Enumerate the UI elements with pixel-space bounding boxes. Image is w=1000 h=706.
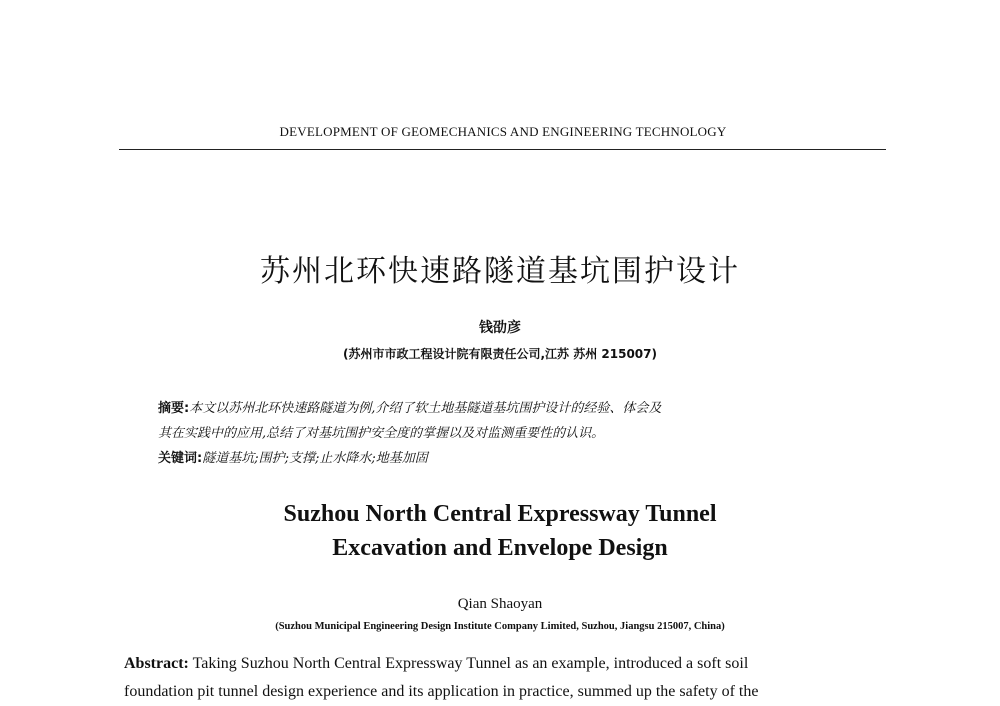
chinese-keywords-text: 隧道基坑;围护;支撑;止水降水;地基加固 — [202, 451, 428, 466]
english-title-line-2: Excavation and Envelope Design — [332, 535, 668, 561]
english-abstract-line-1 — [124, 650, 888, 678]
english-title-line-1: Suzhou North Central Expressway Tunnel — [283, 501, 717, 527]
chinese-keywords — [158, 446, 858, 471]
english-author: Qian Shaoyan — [457, 596, 543, 612]
chinese-abstract-text-1: 本文以苏州北环快速路隧道为例,介绍了软土地基隧道基坑围护设计的经验、体会及 — [189, 401, 662, 416]
english-abstract-text-1: Taking Suzhou North Central Expressway Tunnel as an example, introduced a soft soil — [192, 655, 749, 672]
chinese-abstract-label: 摘要: — [158, 401, 190, 416]
chinese-abstract-line-1 — [158, 396, 858, 421]
running-head: DEVELOPMENT OF GEOMECHANICS AND ENGINEERING TECHNOLOGY — [279, 124, 727, 139]
chinese-title: 苏州北环快速路隧道基坑围护设计 — [260, 254, 740, 289]
header-rule — [119, 149, 886, 150]
english-title — [0, 497, 1000, 565]
chinese-affiliation: (苏州市市政工程设计院有限责任公司,江苏 苏州 215007) — [343, 347, 657, 361]
chinese-keywords-label: 关键词: — [158, 451, 203, 466]
chinese-author: 钱劭彦 — [479, 320, 521, 336]
english-affiliation: (Suzhou Municipal Engineering Design Institute Company Limited, Suzhou, Jiangsu 215007, China) — [275, 621, 725, 632]
english-abstract-label: Abstract: — [124, 655, 189, 672]
chinese-abstract — [158, 396, 858, 471]
english-abstract-line-2: foundation pit tunnel design experience and its application in practice, summed up the safety of the — [124, 683, 759, 700]
chinese-abstract-text-2: 其在实践中的应用,总结了对基坑围护安全度的掌握以及对监测重要性的认识。 — [158, 426, 605, 441]
chinese-abstract-line-2 — [158, 421, 858, 446]
english-abstract — [124, 650, 888, 706]
